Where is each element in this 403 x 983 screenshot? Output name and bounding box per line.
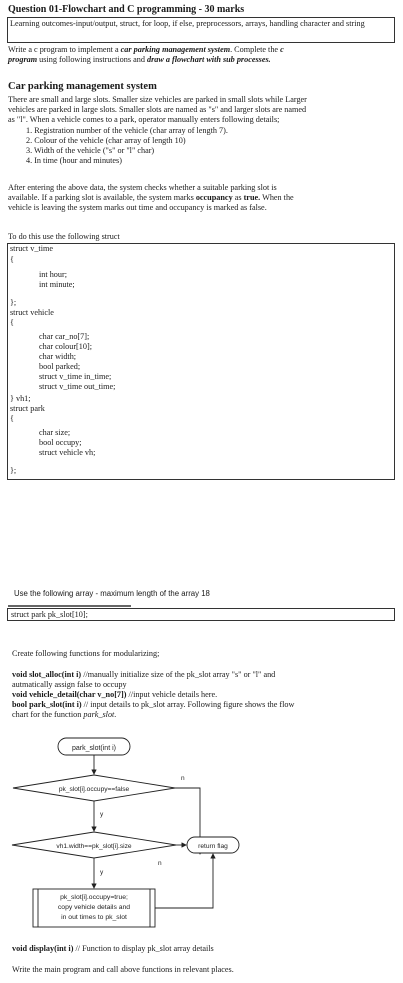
code-line: bool parked; [39, 362, 81, 371]
code-line: { [10, 255, 14, 264]
process-line: copy vehicle details and [57, 904, 131, 911]
question-title: Question 01-Flowchart and C programming - 30 marks [8, 4, 245, 15]
functions-intro: Create following functions for modularizing; [12, 649, 160, 658]
array-intro: Use the following array - maximum length of the array 18 [14, 589, 210, 598]
section-heading: Car parking management system [8, 81, 157, 92]
function-line [12, 700, 294, 710]
section-divider [8, 605, 131, 607]
function-desc: //manually initialize size of the pk_slot array "s" or "l" and [81, 670, 276, 679]
struct-intro: To do this use the following struct [8, 232, 120, 241]
function-signature: void display(int i) [12, 944, 74, 953]
task-text: using following instructions and [37, 55, 147, 64]
process-line: in out times to pk_slot [61, 914, 127, 921]
function-signature: void slot_alloc(int i) [12, 670, 82, 679]
task-emphasis: car parking management system [120, 45, 231, 54]
task-emphasis: program [8, 55, 38, 64]
end-label: return flag [198, 843, 228, 850]
task-text: Write a c program to implement a [8, 45, 121, 54]
code-line: int hour; [39, 270, 67, 279]
function-name-ref: park_slot. [83, 710, 117, 719]
after-text: available. If a parking slot is available, the system marks [8, 193, 196, 202]
function-desc: // Function to display pk_slot array details [73, 944, 214, 953]
function-line [12, 710, 116, 720]
array-decl: struct park pk_slot[10]; [11, 610, 88, 619]
code-line: struct v_time out_time; [39, 382, 116, 391]
code-line: struct park [10, 404, 45, 413]
no-label: n [158, 860, 162, 867]
after-text: When the [260, 193, 294, 202]
learning-outcomes-text: Learning outcomes-input/output, struct, for loop, if else, preprocessors, arrays, handling character and string [10, 19, 365, 28]
task-emphasis: draw a flowchart with sub processes. [146, 55, 271, 64]
code-line: { [10, 318, 14, 327]
decision-width-label: vh1.width==pk_slot[i].size [56, 843, 132, 850]
flow-arrow [155, 854, 213, 908]
yes-label: y [100, 869, 104, 876]
no-label: n [181, 775, 185, 782]
detail-item: 4. In time (hour and minutes) [26, 156, 122, 165]
code-line: bool occupy; [39, 438, 82, 447]
code-line: struct vehicle vh; [39, 448, 96, 457]
code-line: char width; [39, 352, 77, 361]
detail-item: 2. Colour of the vehicle (char array of length 10) [26, 136, 186, 145]
code-line: }; [10, 298, 17, 307]
detail-item: 3. Width of the vehicle ("s" or "l" char) [26, 146, 155, 155]
function-desc: //input vehicle details here. [126, 690, 218, 699]
intro-line: There are small and large slots. Smaller size vehicles are parked in small slots while Larger [8, 95, 307, 104]
code-line: char car_no[7]; [39, 332, 90, 341]
code-line: { [10, 414, 14, 423]
code-line: int minute; [39, 280, 75, 289]
code-line: char colour[10]; [39, 342, 92, 351]
function-line: autmatically assign false to occupy [12, 680, 127, 689]
function-line [12, 944, 214, 954]
closing-instruction: Write the main program and call above functions in relevant places. [12, 965, 234, 974]
after-text: as [232, 193, 244, 202]
after-line [8, 193, 294, 203]
decision-occupy-label: pk_slot[i].occupy==false [58, 786, 130, 793]
after-line: After entering the above data, the system checks whether a suitable parking slot is [8, 183, 277, 192]
code-line: struct v_time in_time; [39, 372, 112, 381]
code-line: } vh1; [10, 394, 31, 403]
intro-line: as "l". When a vehicle comes to a park, operator manually enters following details; [8, 115, 280, 124]
task-emphasis: c [280, 45, 284, 54]
after-bold: true. [243, 193, 261, 202]
yes-label: y [100, 811, 104, 818]
start-label: park_slot(int i) [72, 745, 116, 752]
function-signature: bool park_slot(int i) [12, 700, 82, 709]
function-desc: // input details to pk_slot array. Following figure shows the flow [81, 700, 295, 709]
code-line: struct v_time [10, 244, 53, 253]
code-line: struct vehicle [10, 308, 54, 317]
function-line [12, 690, 217, 700]
function-line [12, 670, 275, 680]
code-line: }; [10, 466, 17, 475]
struct-code-box [7, 243, 395, 480]
task-line-1 [8, 45, 284, 55]
function-signature: void vehicle_detail(char v_no[7]) [12, 690, 127, 699]
after-line: vehicle is leaving the system marks out time and occupancy is marked as false. [8, 203, 267, 212]
learning-outcomes-box [7, 17, 395, 43]
code-line: char size; [39, 428, 71, 437]
task-text: . Complete the [230, 45, 281, 54]
function-desc: chart for the function [12, 710, 84, 719]
detail-item: 1. Registration number of the vehicle (char array of length 7). [26, 126, 228, 135]
process-line: pk_slot[i].occupy=true; [60, 894, 128, 901]
task-line-2 [8, 55, 271, 65]
after-bold: occupancy [195, 193, 233, 202]
park-slot-flowchart [0, 730, 403, 935]
intro-line: vehicles are parked in large slots. Smaller slots are named as "s" and larger slots are named [8, 105, 307, 114]
array-decl-box [7, 608, 395, 621]
